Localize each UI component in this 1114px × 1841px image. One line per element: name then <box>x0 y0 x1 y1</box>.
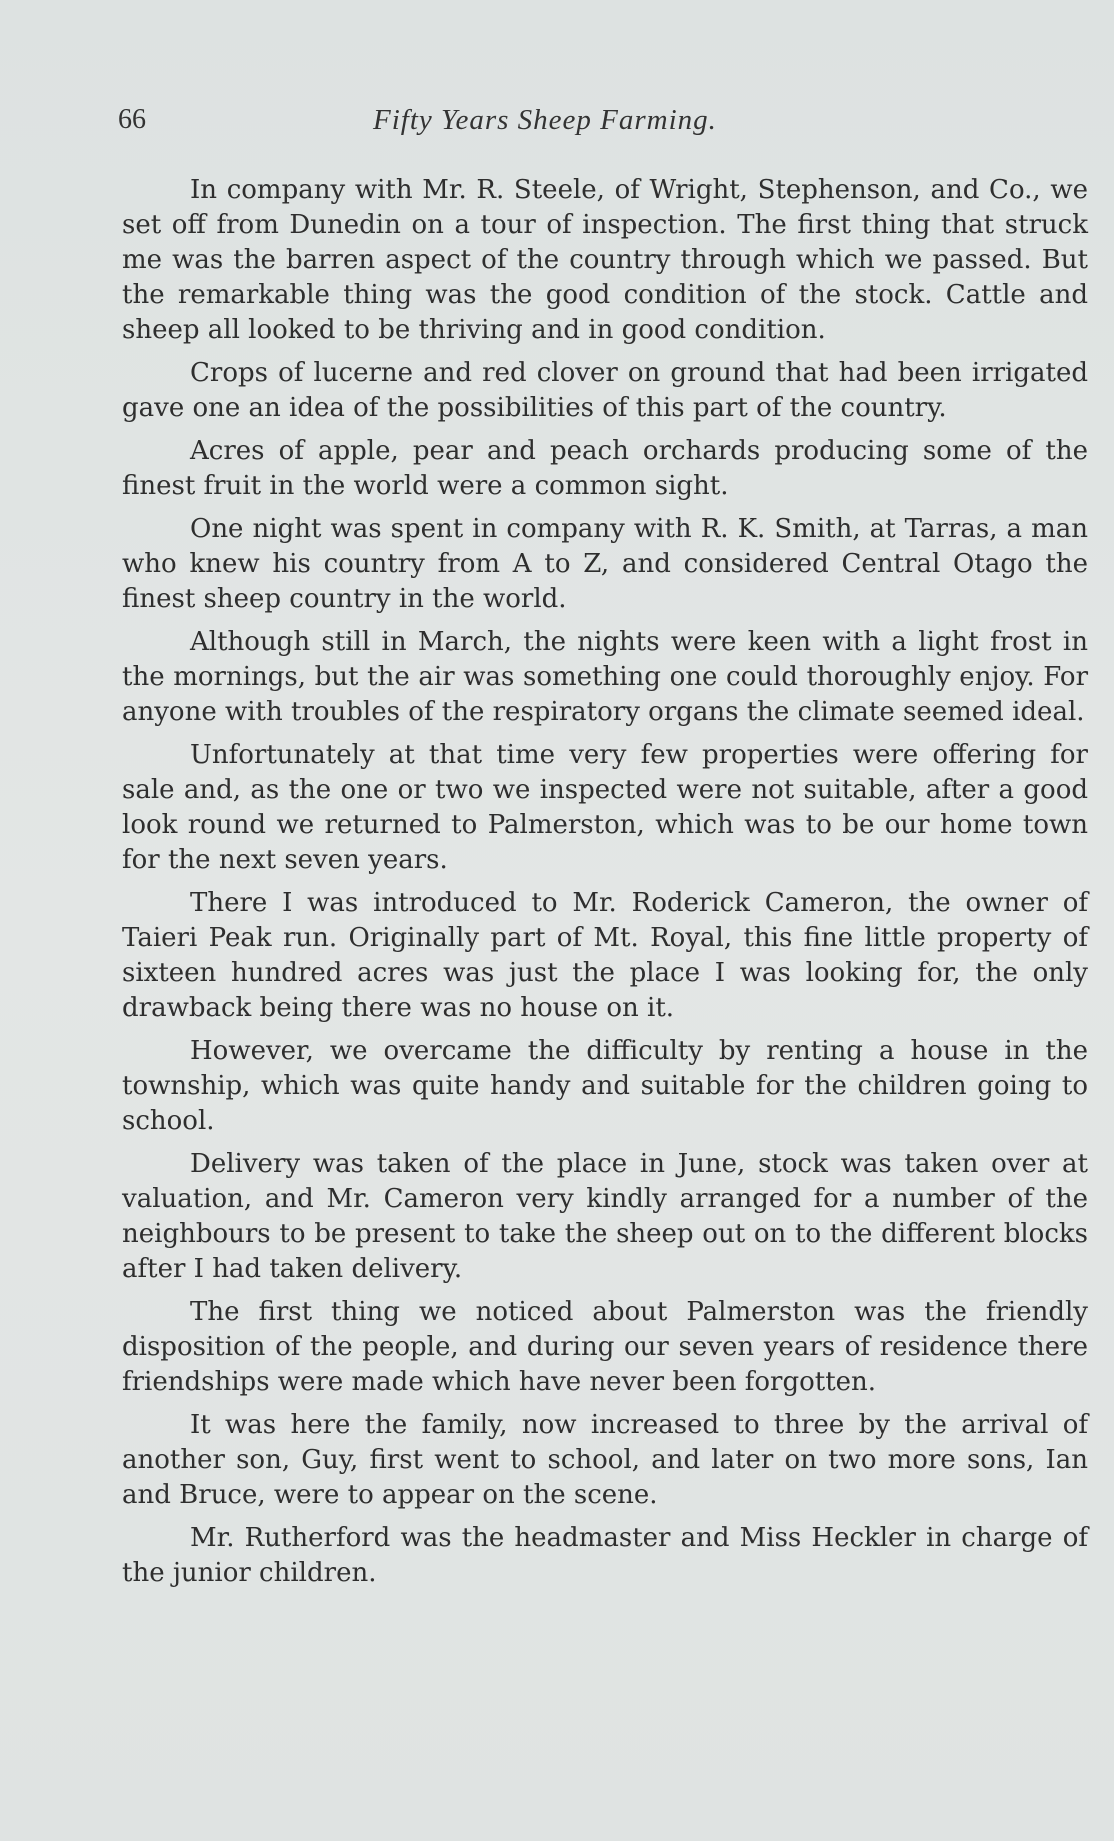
paragraph: However, we overcame the difficulty by renting a house in the township, which was quite handy and suitable for the children going to school. <box>122 1036 1088 1136</box>
paragraph: In company with Mr. R. Steele, of Wright, Stephenson, and Co., we set off from Dunedin on a tour of inspection. The first thing that struck me was the barren aspect of the country through which we passed. But the remarkable thing was the good condition of the stock. Cattle and sheep all looked to be thriving and in good condition. <box>122 175 1088 345</box>
paragraph: One night was spent in company with R. K. Smith, at Tarras, a man who knew his country from A to Z, and considered Central Otago the finest sheep country in the world. <box>122 514 1088 614</box>
page-header <box>118 104 1114 144</box>
paragraph: Although still in March, the nights were keen with a light frost in the mornings, but the air was something one could thoroughly enjoy. For anyone with troubles of the respiratory organs the climate seemed ideal. <box>122 627 1088 727</box>
paragraph: It was here the family, now increased to three by the arrival of another son, Guy, first went to school, and later on two more sons, Ian and Bruce, were to appear on the scene. <box>122 1410 1088 1510</box>
body-text <box>122 173 1088 1599</box>
running-title: Fifty Years Sheep Farming. <box>373 104 717 136</box>
paragraph: Acres of apple, pear and peach orchards producing some of the finest fruit in the world were a common sight. <box>122 436 1088 501</box>
paragraph: The first thing we noticed about Palmerston was the friendly disposition of the people, and during our seven years of residence there friendships were made which have never been forgotten. <box>122 1297 1088 1397</box>
paragraph: There I was introduced to Mr. Roderick Cameron, the owner of Taieri Peak run. Originally part of Mt. Royal, this fine little property of sixteen hundred acres was just the place I was looking for, the only drawback being there was no house on it. <box>122 888 1088 1023</box>
paragraph: Mr. Rutherford was the headmaster and Miss Heckler in charge of the junior children. <box>122 1523 1088 1588</box>
page-number: 66 <box>118 104 146 135</box>
paragraph: Unfortunately at that time very few properties were offering for sale and, as the one or two we inspected were not suitable, after a good look round we returned to Palmerston, which was to be our home town for the next seven years. <box>122 740 1088 875</box>
paragraph: Delivery was taken of the place in June, stock was taken over at valuation, and Mr. Cameron very kindly arranged for a number of the neighbours to be present to take the sheep out on to the different blocks after I had taken delivery. <box>122 1149 1088 1284</box>
paragraph: Crops of lucerne and red clover on ground that had been irrigated gave one an idea of the possibilities of this part of the country. <box>122 358 1088 423</box>
